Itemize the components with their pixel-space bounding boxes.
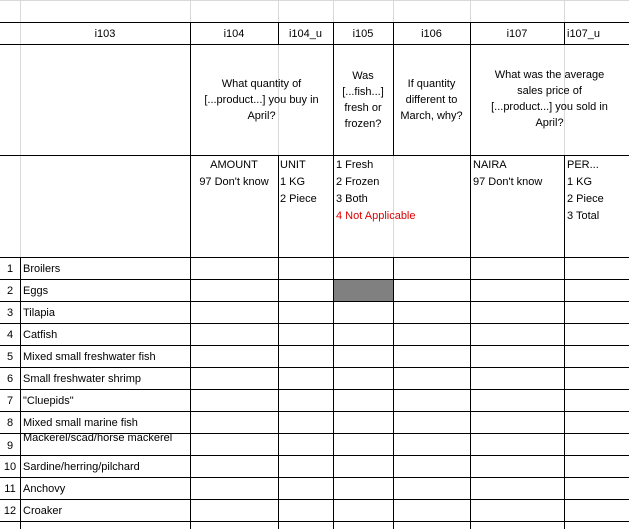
item-name: Broilers (23, 263, 61, 275)
code-line-not-applicable: 4 Not Applicable (336, 210, 416, 222)
table-row[interactable] (0, 412, 629, 434)
code-line: 2 Piece (567, 193, 604, 205)
border (393, 257, 394, 529)
code-line: 3 Total (567, 210, 600, 222)
row-number: 2 (6, 285, 14, 297)
code-line: AMOUNT (210, 159, 258, 171)
code-line: 97 Don't know (199, 176, 269, 188)
codes-i104[interactable] (190, 158, 278, 189)
question-line: [...product...] you buy in (204, 94, 319, 106)
item-name: Catfish (23, 329, 58, 341)
code-line: 1 Fresh (336, 159, 374, 171)
table-row[interactable] (0, 346, 629, 368)
question-line: [...fish...] (342, 86, 384, 98)
row-number: 3 (6, 307, 14, 319)
code-line: NAIRA (473, 159, 507, 171)
border (278, 22, 279, 44)
item-name: Sardine/herring/pilchard (23, 461, 140, 473)
question-i105[interactable] (333, 68, 393, 132)
item-name: Small freshwater shrimp (23, 373, 141, 385)
item-name: Tilapia (23, 307, 55, 319)
code-line: 2 Frozen (336, 176, 380, 188)
border (0, 44, 629, 45)
border (393, 22, 394, 155)
code-line: PER... (567, 159, 599, 171)
codes-i107_u[interactable] (567, 158, 629, 223)
row-number: 8 (6, 417, 14, 429)
row-number: 1 (6, 263, 14, 275)
row-number: 9 (6, 440, 14, 452)
column-id-i103[interactable]: i103 (94, 28, 116, 40)
column-id-i104_u[interactable]: i104_u (288, 28, 323, 40)
border (564, 22, 565, 44)
border (278, 155, 279, 529)
table-row[interactable] (0, 258, 629, 280)
table-row[interactable] (0, 478, 629, 500)
question-line: Was (352, 70, 374, 82)
question-line: April? (247, 110, 276, 122)
code-line: 97 Don't know (473, 176, 543, 188)
border (470, 22, 471, 529)
item-name: Croaker (23, 505, 63, 517)
question-line: [...product...] you sold in (491, 101, 608, 113)
border (333, 22, 334, 529)
table-row[interactable] (0, 434, 629, 456)
table-row[interactable] (0, 368, 629, 390)
row-number: 10 (3, 461, 17, 473)
table-row[interactable] (0, 324, 629, 346)
code-line: 3 Both (336, 193, 368, 205)
question-line: If quantity (407, 78, 456, 90)
question-i106[interactable] (393, 76, 470, 124)
gridline (0, 0, 629, 1)
column-id-i107_u[interactable]: i107_u (567, 28, 601, 40)
code-line: 1 KG (280, 176, 306, 188)
row-number: 6 (6, 373, 14, 385)
border (0, 155, 629, 156)
row-number: 11 (4, 483, 16, 495)
table-row[interactable] (0, 456, 629, 478)
question-i104[interactable] (190, 76, 333, 124)
question-line: sales price of (517, 85, 582, 97)
question-line: What was the average (494, 69, 605, 81)
code-line: UNIT (280, 159, 306, 171)
item-name: Mixed small freshwater fish (23, 351, 156, 363)
question-i107[interactable] (470, 67, 629, 131)
column-id-i107[interactable]: i107 (506, 28, 528, 40)
item-name: Eggs (23, 285, 49, 297)
table-row[interactable] (0, 500, 629, 522)
table-row[interactable] (0, 302, 629, 324)
item-name: Mackerel/scad/horse mackerel (23, 433, 173, 444)
row-number: 4 (6, 329, 14, 341)
table-row[interactable] (0, 390, 629, 412)
question-line: March, why? (400, 110, 463, 122)
row-number: 12 (3, 505, 17, 517)
border (564, 155, 565, 529)
question-line: frozen? (344, 118, 382, 130)
item-name: Anchovy (23, 483, 66, 495)
codes-i105[interactable] (336, 158, 446, 223)
item-name: "Cluepids" (23, 395, 74, 407)
code-line: 2 Piece (280, 193, 317, 205)
table-row[interactable] (0, 280, 629, 302)
question-line: fresh or (344, 102, 382, 114)
question-line: What quantity of (221, 78, 302, 90)
codes-i107[interactable] (473, 158, 564, 189)
question-line: different to (405, 94, 458, 106)
border (190, 22, 191, 529)
row-number: 5 (6, 351, 14, 363)
row-number: 7 (6, 395, 14, 407)
column-id-i104[interactable]: i104 (223, 28, 245, 40)
column-id-i105[interactable]: i105 (352, 28, 374, 40)
question-line: April? (535, 117, 564, 129)
item-name: Mixed small marine fish (23, 417, 138, 429)
code-line: 1 KG (567, 176, 593, 188)
codes-i104_u[interactable] (280, 158, 333, 206)
border (20, 257, 21, 529)
border (0, 22, 629, 23)
column-id-i106[interactable]: i106 (421, 28, 442, 40)
